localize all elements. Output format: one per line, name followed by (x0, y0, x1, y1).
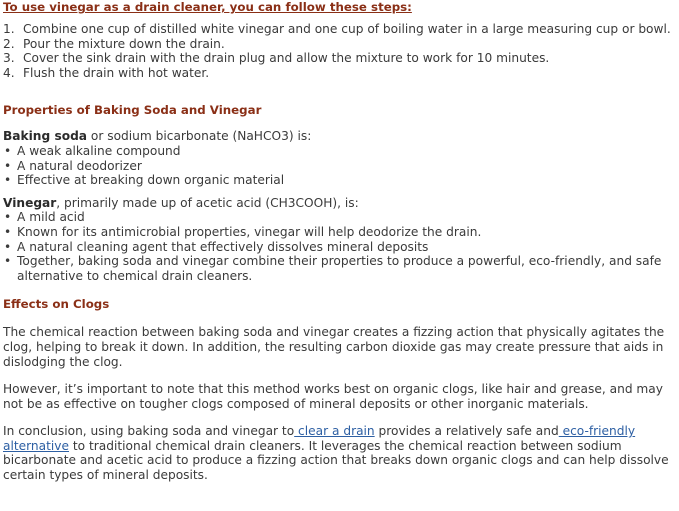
list-item: • Known for its antimicrobial properties, vinegar will help deodorize the drain. (3, 225, 679, 240)
step-text: Combine one cup of distilled white vinegar and one cup of boiling water in a large measuring cup or bowl. (23, 22, 671, 36)
conclusion-text-1: In conclusion, using baking soda and vinegar to (3, 424, 295, 439)
step-number: 1. (3, 22, 15, 36)
vinegar-intro (3, 196, 679, 211)
steps-heading: To use vinegar as a drain cleaner, you can follow these steps: (3, 0, 412, 14)
conclusion-text-3: to traditional chemical drain cleaners. It leverages the chemical reaction between sodium bicarbonate and acetic acid to produce a fizzing action that breaks down organic clogs and can help dissolve certain types of mineral deposits. (3, 438, 669, 483)
baking-soda-list (3, 144, 679, 188)
step-text: Cover the sink drain with the drain plug and allow the mixture to work for 10 minutes. (23, 51, 550, 66)
step-text: Flush the drain with hot water. (23, 65, 210, 80)
list-item: • A natural deodorizer (3, 159, 679, 174)
baking-soda-intro (3, 129, 679, 144)
list-item: • Effective at breaking down organic material (3, 173, 679, 188)
list-item: • A natural cleaning agent that effectively dissolves mineral deposits (3, 240, 679, 255)
effects-paragraph-2: However, it’s important to note that this method works best on organic clogs, like hair and grease, and may not be as effective on tougher clogs composed of mineral deposits or other inorganic materials. (3, 382, 663, 411)
effects-paragraph-1: The chemical reaction between baking soda and vinegar creates a fizzing action that physically agitates the clog, helping to break it down. In addition, the resulting carbon dioxide gas may create pressure that aids in dislodging the clog. (3, 325, 665, 369)
step-number: 2. (3, 36, 15, 51)
list-item: • Together, baking soda and vinegar combine their properties to produce a powerful, eco-friendly, and safe alternative to chemical drain cleaners. (3, 254, 679, 283)
baking-soda-desc: or sodium bicarbonate (NaHCO3) is: (87, 129, 312, 144)
list-item (3, 51, 679, 66)
properties-heading: Properties of Baking Soda and Vinegar (3, 103, 262, 118)
steps-list (3, 22, 679, 80)
eco-friendly-alternative-link[interactable]: eco-friendly alternative (3, 424, 636, 453)
vinegar-term: Vinegar (3, 195, 57, 210)
list-item (3, 22, 679, 37)
list-item: • A weak alkaline compound (3, 144, 679, 159)
vinegar-list (3, 210, 679, 283)
step-number: 4. (3, 65, 15, 80)
conclusion-paragraph (3, 424, 679, 482)
list-item (3, 37, 679, 52)
conclusion-text-2: provides a relatively safe and (374, 424, 559, 439)
step-text: Pour the mixture down the drain. (23, 36, 225, 51)
list-item: • A mild acid (3, 210, 679, 225)
vinegar-desc: , primarily made up of acetic acid (CH3COOH), is: (56, 195, 359, 210)
effects-heading: Effects on Clogs (3, 297, 110, 312)
step-number: 3. (3, 51, 15, 66)
baking-soda-term: Baking soda (3, 129, 88, 144)
list-item (3, 66, 679, 81)
clear-drain-link[interactable]: clear a drain (294, 424, 375, 439)
